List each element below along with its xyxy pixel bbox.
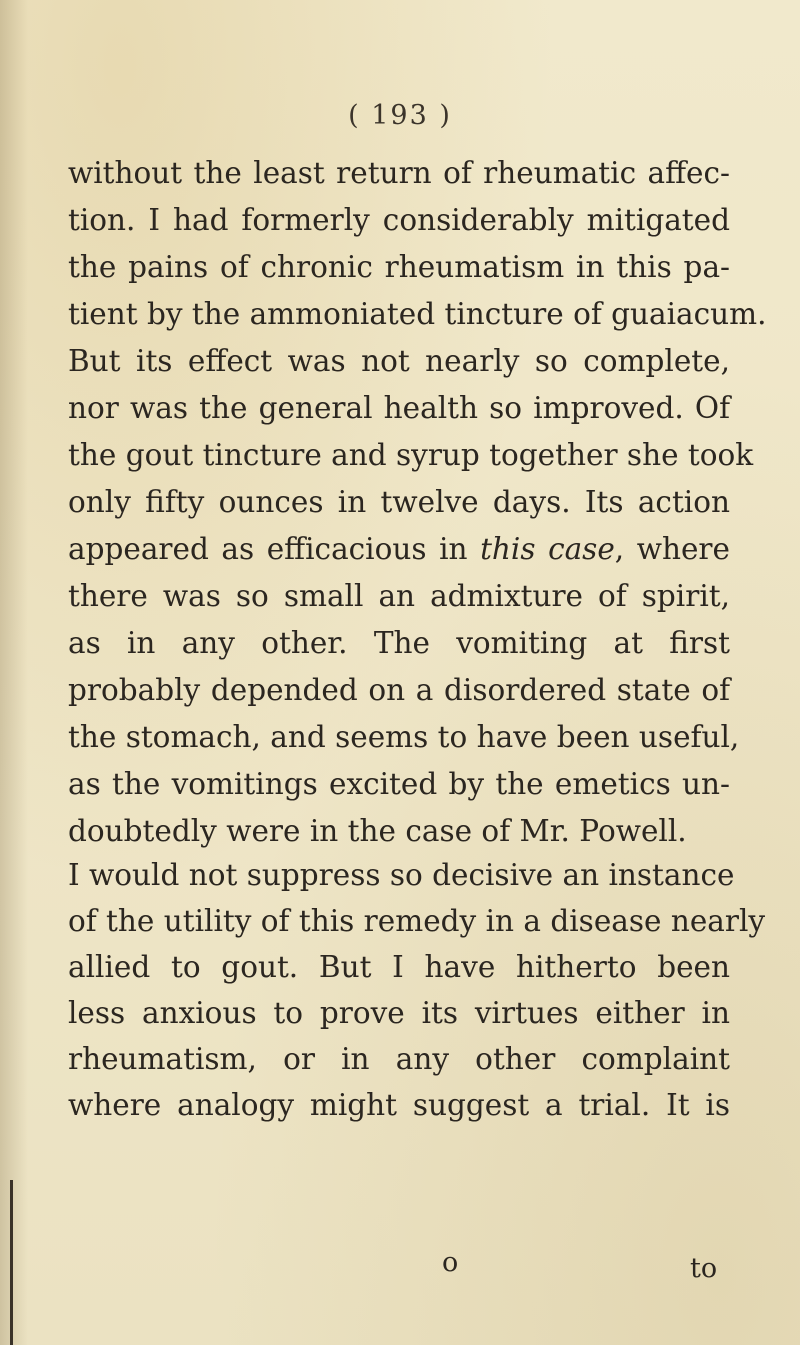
text-line: less anxious to prove its virtues either in xyxy=(68,996,730,1030)
text-line: tion. I had formerly considerably mitigated xyxy=(68,203,730,237)
text-fragment: appeared as efficacious in xyxy=(68,532,481,566)
italic-phrase: this case xyxy=(480,532,615,566)
text-line: rheumatism, or in any other complaint xyxy=(68,1042,730,1076)
text-line: I would not suppress so decisive an instance xyxy=(68,858,735,892)
text-line: without the least return of rheumatic affec- xyxy=(68,156,730,190)
text-line: tient by the ammoniated tincture of guaiacum. xyxy=(68,297,767,331)
text-line: of the utility of this remedy in a disease nearly xyxy=(68,904,766,938)
text-line: the stomach, and seems to have been useful, xyxy=(68,720,740,754)
text-line: as in any other. The vomiting at first xyxy=(68,626,730,660)
text-line: the pains of chronic rheumatism in this pa- xyxy=(68,250,730,284)
text-line: as the vomitings excited by the emetics un- xyxy=(68,767,730,801)
text-line: only fifty ounces in twelve days. Its action xyxy=(68,485,730,519)
page-footer xyxy=(0,1247,800,1287)
text-line: doubtedly were in the case of Mr. Powell. xyxy=(68,814,687,848)
text-line xyxy=(68,526,730,573)
text-line: allied to gout. But I have hitherto been xyxy=(68,950,730,984)
text-line: there was so small an admixture of spirit, xyxy=(68,579,730,613)
text-line: nor was the general health so improved. Of xyxy=(68,391,730,425)
page-number: ( 193 ) xyxy=(348,100,452,131)
text-fragment: , where xyxy=(614,532,730,566)
signature-mark: o xyxy=(442,1247,459,1278)
text-line: But its effect was not nearly so complete, xyxy=(68,344,730,378)
paragraph-2 xyxy=(68,852,766,1128)
text-line: where analogy might suggest a trial. It is xyxy=(68,1088,730,1122)
catchword: to xyxy=(690,1253,718,1284)
text-line: probably depended on a disordered state of xyxy=(68,673,730,707)
page-gutter-shadow xyxy=(0,0,28,1345)
paragraph-1 xyxy=(68,150,767,855)
text-line: the gout tincture and syrup together she took xyxy=(68,438,754,472)
